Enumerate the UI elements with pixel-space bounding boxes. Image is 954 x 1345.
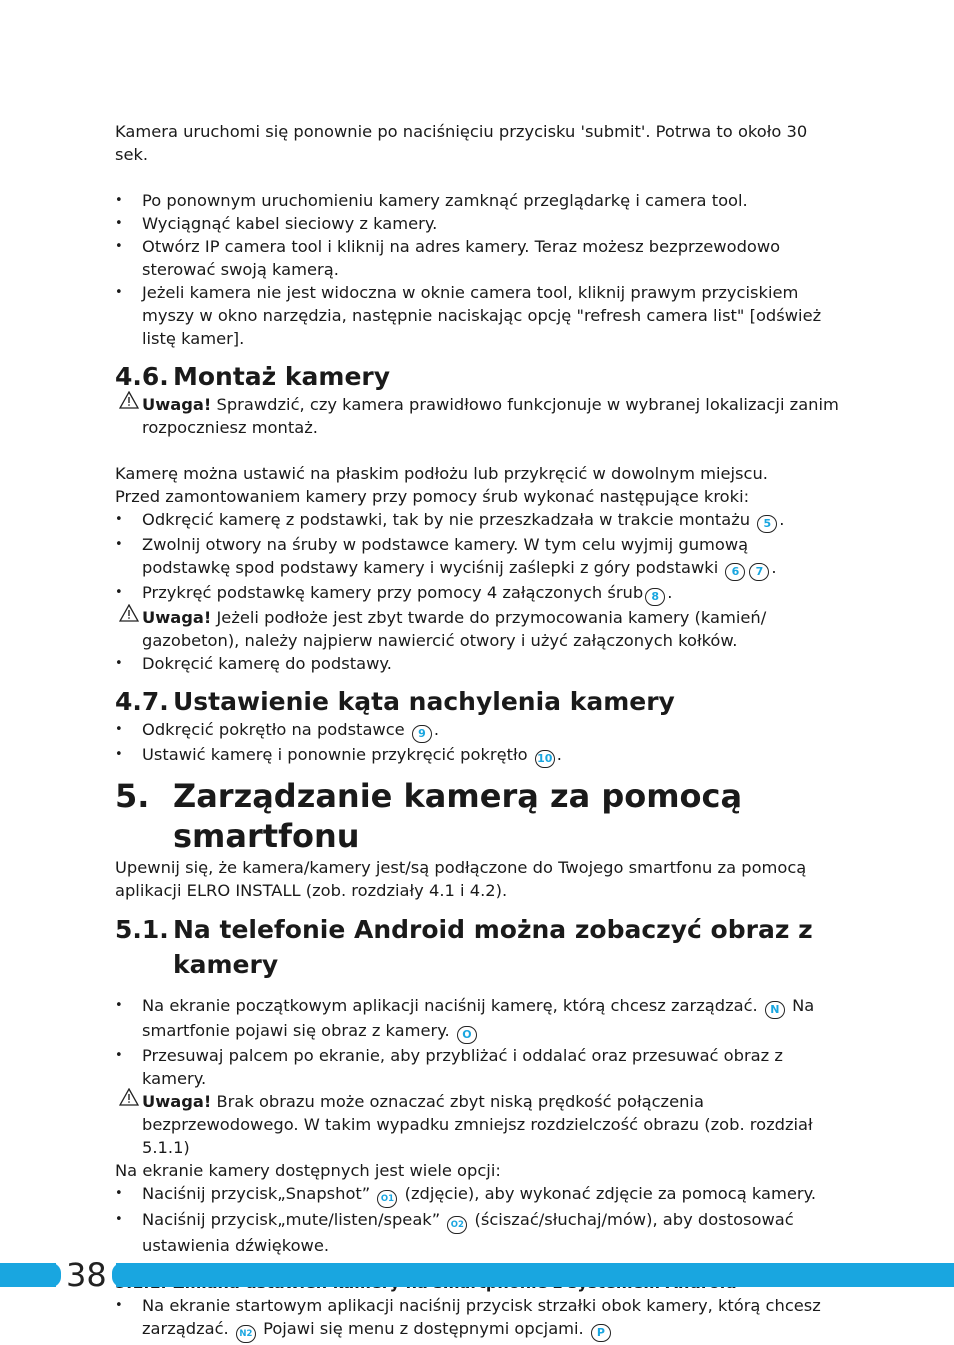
- list-item: • Jeżeli kamera nie jest widoczna w oknie camera tool, kliknij prawym przyciskiem myszy w okno narzędzia, następnie naciskając opcję "refresh camera list" [odśwież listę kamer].: [115, 281, 840, 350]
- warning-note: [115, 393, 840, 439]
- warning-label: Uwaga!: [142, 608, 212, 627]
- figure-ref-badge: O2: [447, 1216, 467, 1234]
- list-item-text: Na smartfonie pojawi się obraz z kamery.: [142, 996, 815, 1040]
- figure-ref-badge: 7: [749, 563, 769, 581]
- list-item-text: Odkręcić kamerę z podstawki, tak by nie przeszkadzała w trakcie montażu: [142, 510, 756, 529]
- warning-note: [115, 606, 840, 652]
- list-item-text: Ustawić kamerę i ponownie przykręcić pokrętło: [142, 745, 533, 764]
- intro-list: [115, 189, 840, 350]
- section-number: 5.1.: [115, 915, 169, 944]
- figure-ref-badge: O1: [377, 1190, 397, 1208]
- warning-label: Uwaga!: [142, 395, 212, 414]
- warning-icon: [119, 604, 139, 622]
- list-item: • Przykręć podstawkę kamery przy pomocy 4 załączonych śrub 8 .: [115, 581, 840, 606]
- figure-ref-badge: P: [591, 1324, 611, 1342]
- list-item-text: Odkręcić pokrętło na podstawce: [142, 720, 410, 739]
- paragraph: Kamerę można ustawić na płaskim podłożu lub przykręcić w dowolnym miejscu.: [115, 464, 768, 483]
- figure-ref-badge: 8: [645, 588, 665, 606]
- section-heading-4-6: [115, 362, 840, 392]
- intro-paragraph: Kamera uruchomi się ponownie po naciśnięciu przycisku 'submit'. Potrwa to około 30 sek.: [115, 122, 808, 164]
- section-title: Montaż kamery: [173, 362, 391, 391]
- list-item: • Wyciągnąć kabel sieciowy z kamery.: [115, 212, 840, 235]
- figure-ref-badge: O: [457, 1026, 477, 1044]
- warning-note: [115, 1090, 840, 1159]
- camera-options-list: [115, 1182, 840, 1257]
- chapter-title: Zarządzanie kamerą za pomocą smartfonu: [173, 777, 743, 855]
- warning-text: Brak obrazu może oznaczać zbyt niską prędkość połączenia bezprzewodowego. W takim wypadku zmniejsz rozdzielczość obrazu (zob. rozdział 5.1.1): [142, 1092, 813, 1157]
- list-item: • Otwórz IP camera tool i kliknij na adres kamery. Teraz możesz bezprzewodowo sterować swoją kamerą.: [115, 235, 840, 281]
- figure-ref-badge: 5: [757, 515, 777, 533]
- list-item: • Odkręcić pokrętło na podstawce 9 .: [115, 718, 840, 743]
- mounting-steps-list-2: [115, 652, 840, 675]
- chapter-heading-5: [115, 776, 840, 856]
- figure-ref-badge: 9: [412, 725, 432, 743]
- list-item: • Zwolnij otwory na śruby w podstawce kamery. W tym celu wyjmij gumową podstawkę spod podstawy kamery i wyciśnij zaślepki z góry podstawki 6 7 .: [115, 533, 840, 581]
- list-item: • Po ponownym uruchomieniu kamery zamknąć przeglądarkę i camera tool.: [115, 189, 840, 212]
- figure-ref-badge: N2: [236, 1325, 256, 1343]
- list-item: • Ustawić kamerę i ponownie przykręcić pokrętło 10 .: [115, 743, 840, 768]
- footer-bar-right: [116, 1263, 954, 1287]
- list-item-text: (ściszać/słuchaj/mów), aby dostosować ustawienia dźwiękowe.: [142, 1210, 794, 1255]
- list-item: [115, 1294, 840, 1343]
- list-item: [115, 1182, 840, 1208]
- list-item-text: Naciśnij przycisk„mute/listen/speak”: [142, 1210, 446, 1229]
- android-settings-list: [115, 1294, 840, 1343]
- warning-text: Sprawdzić, czy kamera prawidłowo funkcjonuje w wybranej lokalizacji zanim rozpoczniesz montaż.: [142, 395, 839, 437]
- page-number: 38: [66, 1256, 107, 1294]
- list-item: [115, 994, 840, 1044]
- section-title: Ustawienie kąta nachylenia kamery: [173, 687, 675, 716]
- list-item: [115, 1208, 840, 1257]
- list-item-text: (zdjęcie), aby wykonać zdjęcie za pomocą kamery.: [399, 1184, 817, 1203]
- paragraph: Na ekranie kamery dostępnych jest wiele opcji:: [115, 1161, 501, 1180]
- list-item-text: Przykręć podstawkę kamery przy pomocy 4 załączonych śrub: [142, 583, 644, 602]
- footer-bar: [0, 1263, 954, 1287]
- android-view-list: [115, 994, 840, 1090]
- list-item-text: Naciśnij przycisk„Snapshot”: [142, 1184, 376, 1203]
- footer-bar-left-cap: [51, 1263, 61, 1287]
- figure-ref-badge: 6: [725, 563, 745, 581]
- list-item: • Dokręcić kamerę do podstawy.: [115, 652, 840, 675]
- paragraph: Upewnij się, że kamera/kamery jest/są podłączone do Twojego smartfonu za pomocą aplikacji ELRO INSTALL (zob. rozdziały 4.1 i 4.2).: [115, 858, 807, 900]
- list-item-text: Na ekranie początkowym aplikacji naciśnij kamerę, którą chcesz zarządzać.: [142, 996, 763, 1015]
- section-number: 4.7.: [115, 687, 169, 716]
- section-number: 4.6.: [115, 362, 169, 391]
- warning-label: Uwaga!: [142, 1092, 212, 1111]
- paragraph: Przed zamontowaniem kamery przy pomocy śrub wykonać następujące kroki:: [115, 487, 750, 506]
- page-content: [115, 120, 840, 1343]
- list-item-text: Pojawi się menu z dostępnymi opcjami.: [257, 1319, 589, 1338]
- chapter-number: 5.: [115, 777, 150, 815]
- section-heading-5-1: [115, 912, 840, 982]
- tilt-steps-list: [115, 718, 840, 768]
- footer-bar-left: [0, 1263, 56, 1287]
- warning-icon: [119, 391, 139, 409]
- figure-ref-badge: N: [765, 1001, 785, 1019]
- list-item: • Przesuwaj palcem po ekranie, aby przybliżać i oddalać oraz przesuwać obraz z kamery.: [115, 1044, 840, 1090]
- list-item-text: Zwolnij otwory na śruby w podstawce kamery. W tym celu wyjmij gumową podstawkę spod podstawy kamery i wyciśnij zaślepki z góry podstawki: [142, 535, 749, 577]
- section-heading-4-7: [115, 687, 840, 717]
- section-title: Na telefonie Android można zobaczyć obraz z kamery: [173, 915, 813, 979]
- list-item: • Odkręcić kamerę z podstawki, tak by nie przeszkadzała w trakcie montażu 5 .: [115, 508, 840, 533]
- list-item-text: Na ekranie startowym aplikacji naciśnij przycisk strzałki obok kamery, którą chcesz zarządzać.: [142, 1296, 821, 1338]
- mounting-steps-list: [115, 508, 840, 606]
- warning-icon: [119, 1088, 139, 1106]
- warning-text: Jeżeli podłoże jest zbyt twarde do przymocowania kamery (kamień/ gazobeton), należy najpierw nawiercić otwory i użyć załączonych kołków.: [142, 608, 767, 650]
- figure-ref-badge: 10: [535, 750, 555, 768]
